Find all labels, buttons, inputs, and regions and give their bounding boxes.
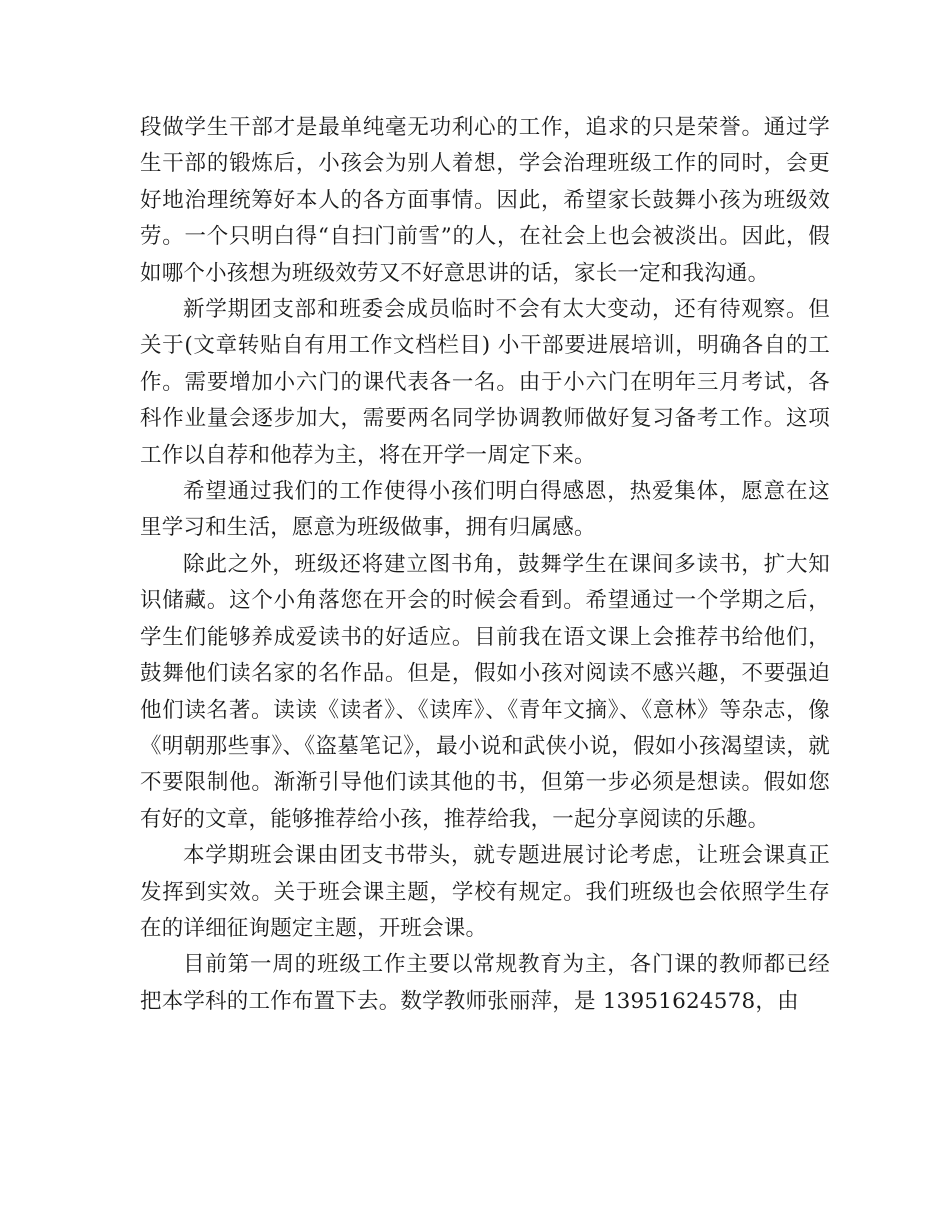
document-body: [140, 110, 830, 1020]
paragraph-6: 目前第一周的班级工作主要以常规教育为主，各门课的教师都已经把本学科的工作布置下去。数学教师张丽萍，是 13951624578，由: [140, 952, 830, 1014]
paragraph-1: 段做学生干部才是最单纯毫无功利心的工作，追求的只是荣誉。通过学生干部的锻炼后，小孩会为别人着想，学会治理班级工作的同时，会更好地治理统筹好本人的各方面事情。因此，希望家长鼓舞小孩为班级效劳。一个只明白得“自扫门前雪”的人，在社会上也会被淡出。因此，假如哪个小孩想为班级效劳又不好意思讲的话，家长一定和我沟通。: [140, 115, 830, 286]
paragraph-3: 希望通过我们的工作使得小孩们明白得感恩，热爱集体，愿意在这里学习和生活，愿意为班级做事，拥有归属感。: [140, 479, 830, 541]
paragraph-5: 本学期班会课由团支书带头，就专题进展讨论考虑，让班会课真正发挥到实效。关于班会课主题，学校有规定。我们班级也会依照学生存在的详细征询题定主题，开班会课。: [140, 843, 830, 941]
paragraph-4: 除此之外，班级还将建立图书角，鼓舞学生在课间多读书，扩大知识储藏。这个小角落您在开会的时候会看到。希望通过一个学期之后，学生们能够养成爱读书的好适应。目前我在语文课上会推荐书给他们，鼓舞他们读名家的名作品。但是，假如小孩对阅读不感兴趣，不要强迫他们读名著。读读《读者》、《读库》、《青年文摘》、《意林》等杂志，像《明朝那些事》、《盗墓笔记》，最小说和武侠小说，假如小孩渴望读，就不要限制他。渐渐引导他们读其他的书，但第一步必须是想读。假如您有好的文章，能够推荐给小孩，推荐给我，一起分享阅读的乐趣。: [140, 551, 830, 832]
paragraph-2: 新学期团支部和班委会成员临时不会有太大变动，还有待观察。但关于(文章转贴自有用工作文档栏目) 小干部要进展培训，明确各自的工作。需要增加小六门的课代表各一名。由于小六门在明年三月考试，各科作业量会逐步加大，需要两名同学协调教师做好复习备考工作。这项工作以自荐和他荐为主，将在开学一周定下来。: [140, 297, 830, 468]
